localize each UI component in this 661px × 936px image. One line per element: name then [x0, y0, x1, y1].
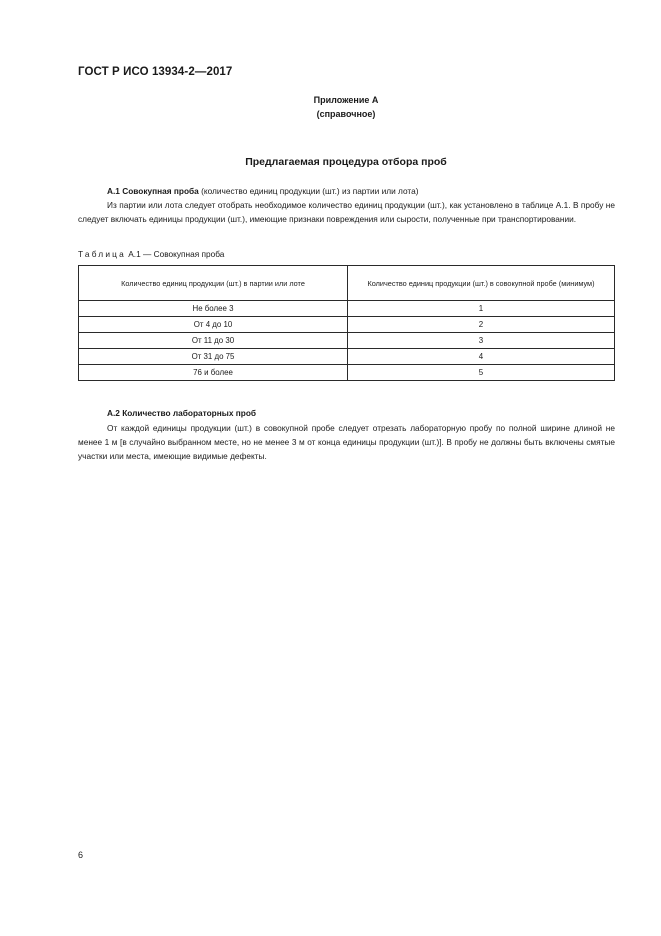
sampling-table: [78, 265, 615, 381]
a2-heading-text: Количество лабораторных проб: [122, 408, 257, 418]
standard-code: ГОСТ Р ИСО 13934-2—2017: [78, 66, 233, 78]
a1-number: А.1: [107, 186, 120, 196]
table-cell-lot: От 31 до 75: [79, 349, 348, 365]
table-header-sample-count: Количество единиц продукции (шт.) в совокупной пробе (минимум): [348, 266, 615, 301]
table-cell-lot: Не более 3: [79, 301, 348, 317]
a1-heading-text: Совокупная проба: [122, 186, 199, 196]
table-header-row: [79, 266, 615, 301]
table-cell-lot: От 4 до 10: [79, 317, 348, 333]
a2-heading: [78, 406, 615, 420]
table-cell-lot: 76 и более: [79, 365, 348, 381]
table-cell-lot: От 11 до 30: [79, 333, 348, 349]
a2-paragraph: От каждой единицы продукции (шт.) в совокупной пробе следует отрезать лабораторную пробу по полной ширине длиной не менее 1 м [в случайно выбранном месте, но не менее 3 м от конца единицы продукции (шт.)]. В пробу не должны быть включены смятые участки или места, имеющие видимые дефекты.: [78, 423, 615, 461]
table-row: [79, 349, 615, 365]
table-cell-sample: 2: [348, 317, 615, 333]
table-cell-sample: 4: [348, 349, 615, 365]
table-caption-text: А.1 — Совокупная проба: [128, 249, 225, 259]
annex-subtitle: (справочное): [316, 109, 376, 119]
a2-number: А.2: [107, 408, 120, 418]
table-cell-sample: 3: [348, 333, 615, 349]
a1-heading: [78, 184, 615, 198]
table-row: [79, 317, 615, 333]
table-cell-sample: 1: [348, 301, 615, 317]
a1-heading-note: (количество единиц продукции (шт.) из партии или лота): [201, 186, 419, 196]
table-row: [79, 301, 615, 317]
section-title: Предлагаемая процедура отбора проб: [245, 156, 447, 168]
table-header-lot-count: Количество единиц продукции (шт.) в партии или лоте: [79, 266, 348, 301]
table-row: [79, 365, 615, 381]
table-row: [79, 333, 615, 349]
table-cell-sample: 5: [348, 365, 615, 381]
a1-paragraph: Из партии или лота следует отобрать необходимое количество единиц продукции (шт.), как установлено в таблице А.1. В пробу не следует включать единицы продукции (шт.), имеющие признаки повреждения или сырости, полученные при транспортировании.: [78, 200, 615, 224]
page-number: 6: [78, 850, 84, 860]
table-caption: [78, 249, 224, 259]
table-caption-prefix: Таблица: [78, 249, 126, 259]
annex-title: Приложение А: [313, 95, 379, 105]
